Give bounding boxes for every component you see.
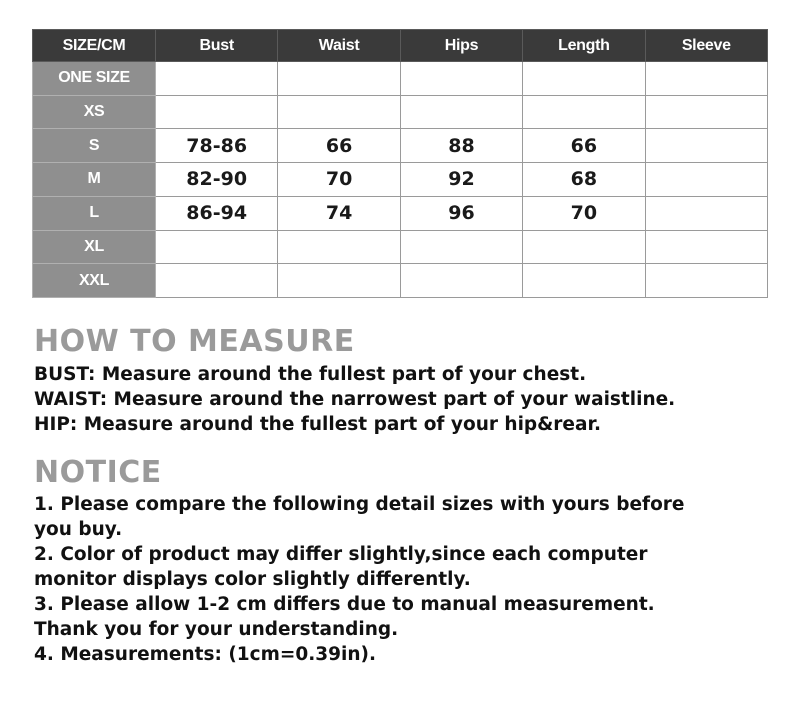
table-cell: 92 bbox=[400, 163, 522, 197]
table-cell: 78-86 bbox=[156, 129, 278, 163]
table-cell bbox=[645, 163, 767, 197]
table-cell bbox=[523, 62, 645, 96]
table-cell bbox=[278, 95, 400, 129]
measure-line-waist: WAIST: Measure around the narrowest part of your waistline. bbox=[34, 389, 676, 410]
table-cell: 86-94 bbox=[156, 196, 278, 230]
table-cell bbox=[645, 129, 767, 163]
table-cell bbox=[645, 196, 767, 230]
table-cell bbox=[278, 264, 400, 298]
size-label: XL bbox=[33, 230, 156, 264]
table-cell bbox=[523, 230, 645, 264]
header-hips: Hips bbox=[400, 30, 522, 62]
size-chart-table bbox=[32, 29, 768, 298]
header-length: Length bbox=[523, 30, 645, 62]
notice-line: 1. Please compare the following detail sizes with yours before bbox=[34, 494, 685, 515]
table-cell bbox=[400, 95, 522, 129]
notice-line: Thank you for your understanding. bbox=[34, 619, 399, 640]
table-cell bbox=[400, 62, 522, 96]
size-label: M bbox=[33, 163, 156, 197]
table-cell: 88 bbox=[400, 129, 522, 163]
header-size: SIZE/CM bbox=[33, 30, 156, 62]
table-cell bbox=[400, 264, 522, 298]
table-row bbox=[33, 196, 768, 230]
how-to-measure-heading: HOW TO MEASURE bbox=[34, 324, 355, 359]
header-bust: Bust bbox=[156, 30, 278, 62]
header-sleeve: Sleeve bbox=[645, 30, 767, 62]
table-cell: 82-90 bbox=[156, 163, 278, 197]
table-cell bbox=[156, 62, 278, 96]
table-row bbox=[33, 264, 768, 298]
measure-line-hip: HIP: Measure around the fullest part of your hip&rear. bbox=[34, 414, 601, 435]
table-row bbox=[33, 129, 768, 163]
how-to-measure-text bbox=[34, 362, 774, 437]
measure-line-bust: BUST: Measure around the fullest part of your chest. bbox=[34, 364, 587, 385]
table-cell: 68 bbox=[523, 163, 645, 197]
table-cell bbox=[645, 264, 767, 298]
table-row bbox=[33, 95, 768, 129]
table-cell bbox=[645, 62, 767, 96]
table-cell bbox=[400, 230, 522, 264]
table-cell: 70 bbox=[523, 196, 645, 230]
size-label: ONE SIZE bbox=[33, 62, 156, 96]
table-row bbox=[33, 62, 768, 96]
table-row bbox=[33, 163, 768, 197]
table-cell bbox=[156, 264, 278, 298]
notice-line: 2. Color of product may differ slightly,since each computer bbox=[34, 544, 648, 565]
table-cell: 66 bbox=[278, 129, 400, 163]
header-waist: Waist bbox=[278, 30, 400, 62]
notice-line: you buy. bbox=[34, 519, 123, 540]
size-label: XXL bbox=[33, 264, 156, 298]
table-cell bbox=[523, 95, 645, 129]
table-cell: 96 bbox=[400, 196, 522, 230]
size-label: L bbox=[33, 196, 156, 230]
notice-text bbox=[34, 492, 774, 667]
table-cell bbox=[523, 264, 645, 298]
table-header-row bbox=[33, 30, 768, 62]
table-cell: 70 bbox=[278, 163, 400, 197]
table-cell: 74 bbox=[278, 196, 400, 230]
notice-line: monitor displays color slightly differently. bbox=[34, 569, 471, 590]
size-label: S bbox=[33, 129, 156, 163]
table-row bbox=[33, 230, 768, 264]
table-cell bbox=[156, 230, 278, 264]
notice-line: 4. Measurements: (1cm=0.39in). bbox=[34, 644, 377, 665]
notice-heading: NOTICE bbox=[34, 455, 162, 490]
table-cell bbox=[278, 230, 400, 264]
table-cell bbox=[645, 95, 767, 129]
size-label: XS bbox=[33, 95, 156, 129]
table-cell bbox=[278, 62, 400, 96]
table-cell bbox=[156, 95, 278, 129]
notice-line: 3. Please allow 1-2 cm differs due to manual measurement. bbox=[34, 594, 655, 615]
table-cell: 66 bbox=[523, 129, 645, 163]
table-cell bbox=[645, 230, 767, 264]
